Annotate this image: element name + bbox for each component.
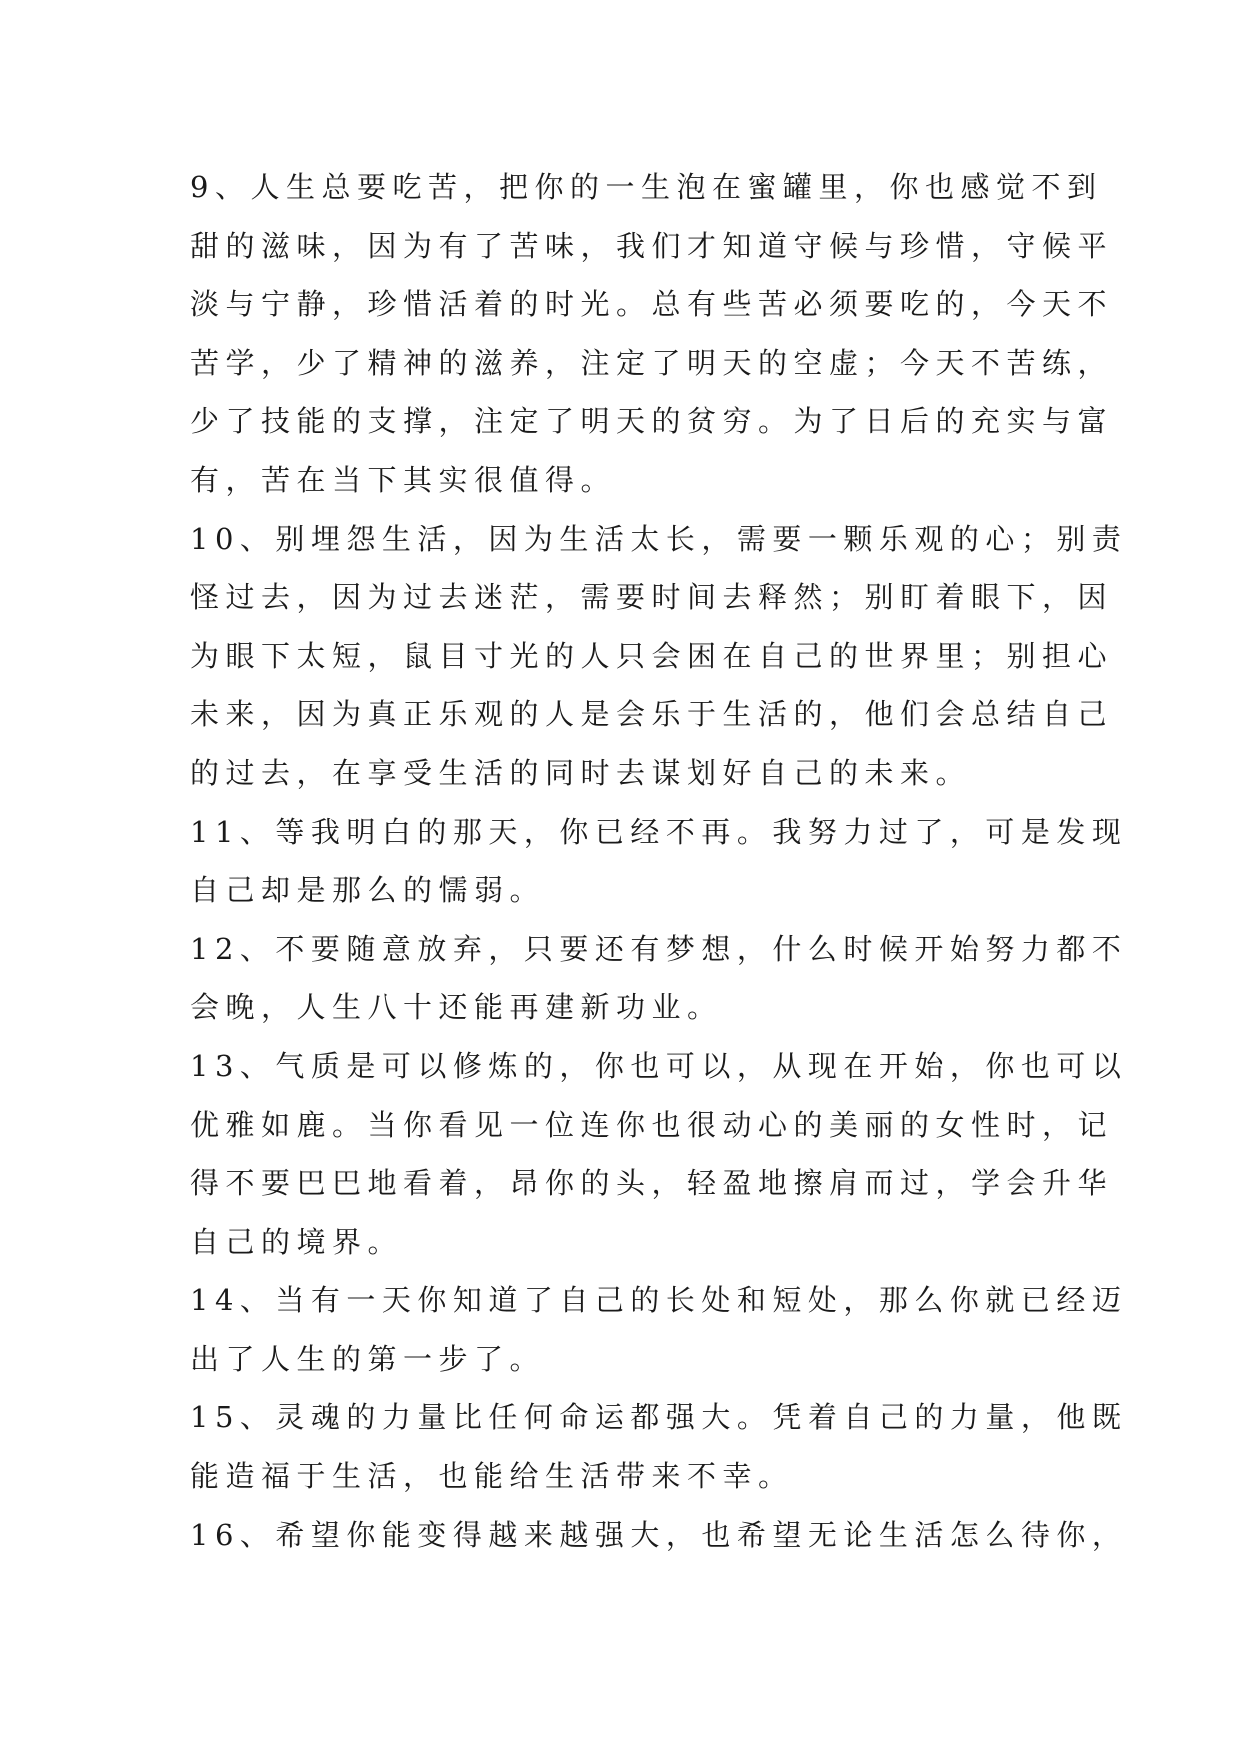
text-line: 自己的境界。 <box>190 1224 404 1259</box>
text-line: 未来，因为真正乐观的人是会乐于生活的，他们会总结自己 <box>190 697 1114 732</box>
text-line: 怪过去，因为过去迷茫，需要时间去释然；别盯着眼下，因 <box>190 580 1114 615</box>
text-line: 11、等我明白的那天，你已经不再。我努力过了，可是发现 <box>190 814 1128 849</box>
paragraph-15 <box>190 1388 1128 1505</box>
text-line: 少了技能的支撑，注定了明天的贫穷。为了日后的充实与富 <box>190 404 1114 439</box>
text-line: 淡与宁静，珍惜活着的时光。总有些苦必须要吃的，今天不 <box>190 287 1114 322</box>
text-line: 12、不要随意放弃，只要还有梦想，什么时候开始努力都不 <box>190 931 1128 966</box>
text-line: 14、当有一天你知道了自己的长处和短处，那么你就已经迈 <box>190 1283 1128 1318</box>
paragraph-9 <box>190 158 1114 510</box>
text-line: 9、人生总要吃苦，把你的一生泡在蜜罐里，你也感觉不到 <box>190 170 1103 204</box>
text-line: 甜的滋味，因为有了苦味，我们才知道守候与珍惜，守候平 <box>190 228 1114 263</box>
paragraph-14 <box>190 1271 1128 1388</box>
text-line: 苦学，少了精神的滋养，注定了明天的空虚；今天不苦练， <box>190 345 1114 380</box>
text-line: 出了人生的第一步了。 <box>190 1341 546 1376</box>
document-page <box>190 158 1128 1564</box>
text-line: 15、灵魂的力量比任何命运都强大。凭着自己的力量，他既 <box>190 1400 1128 1435</box>
text-line: 为眼下太短，鼠目寸光的人只会困在自己的世界里；别担心 <box>190 638 1114 673</box>
paragraph-16 <box>190 1506 1128 1565</box>
text-line: 有，苦在当下其实很值得。 <box>190 462 617 497</box>
paragraph-13 <box>190 1037 1128 1271</box>
text-line: 13、气质是可以修炼的，你也可以，从现在开始，你也可以 <box>190 1048 1128 1083</box>
paragraph-11 <box>190 803 1128 920</box>
text-line: 得不要巴巴地看着，昂你的头，轻盈地擦肩而过，学会升华 <box>190 1166 1114 1201</box>
text-line: 10、别埋怨生活，因为生活太长，需要一颗乐观的心；别责 <box>190 521 1128 556</box>
text-line: 自己却是那么的懦弱。 <box>190 873 546 908</box>
paragraph-10 <box>190 510 1128 803</box>
paragraph-12 <box>190 920 1128 1037</box>
text-line: 16、希望你能变得越来越强大，也希望无论生活怎么待你， <box>190 1517 1128 1552</box>
text-line: 会晚，人生八十还能再建新功业。 <box>190 990 723 1025</box>
text-line: 的过去，在享受生活的同时去谋划好自己的未来。 <box>190 755 972 790</box>
text-line: 能造福于生活，也能给生活带来不幸。 <box>190 1459 794 1494</box>
text-line: 优雅如鹿。当你看见一位连你也很动心的美丽的女性时，记 <box>190 1107 1114 1142</box>
